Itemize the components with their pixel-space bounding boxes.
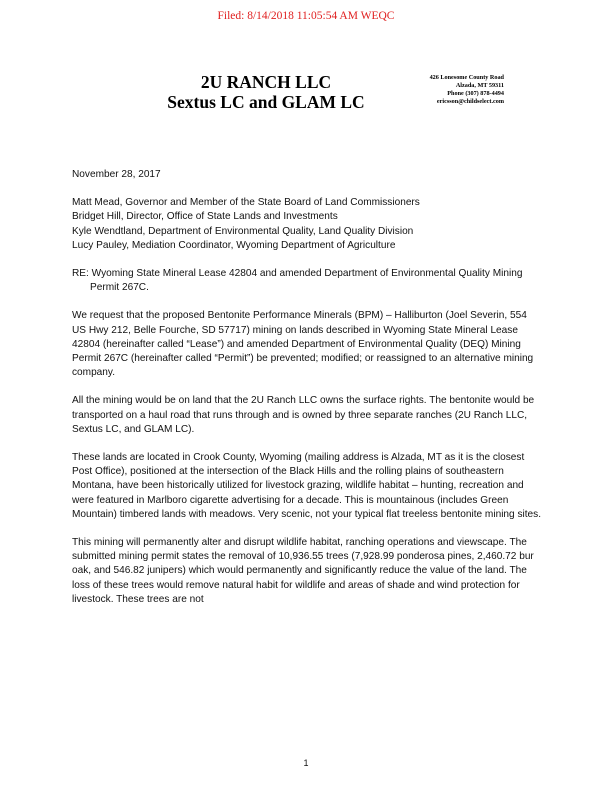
recipient-line: Lucy Pauley, Mediation Coordinator, Wyoming Department of Agriculture [72, 239, 396, 251]
subject-line: RE: Wyoming State Mineral Lease 42804 and amended Department of Environmental Quality Mining Permit 267C. [72, 268, 523, 294]
letter-date: November 28, 2017 [72, 169, 161, 180]
address-phone: Phone (307) 878-4494 [447, 90, 504, 97]
filed-stamp: Filed: 8/14/2018 11:05:54 AM WEQC [217, 10, 395, 22]
body-paragraph: We request that the proposed Bentonite Performance Minerals (BPM) – Halliburton (Joel Severin, 554 US Hwy 212, Belle Fourche, SD 57717) mining on lands described in Wyoming State Mineral Lease 42804 (hereinafter called “Lease”) and amended Department of Environmental Quality (DEQ) Mining Permit 267C (hereinafter called “Permit”) be prevented; modified; or reassigned to an alternative mining company. [72, 310, 534, 379]
recipient-list [72, 196, 542, 253]
address-street: 426 Lonesome County Road [429, 74, 504, 81]
letterhead-address [390, 74, 504, 106]
recipient-line: Kyle Wendtland, Department of Environmental Quality, Land Quality Division [72, 225, 414, 237]
letterhead-title [150, 72, 382, 112]
body-paragraph: This mining will permanently alter and disrupt wildlife habitat, ranching operations and viewscape. The submitted mining permit states the removal of 10,936.55 trees (7,928.99 ponderosa pines, 2,460.72 bur oak, and 546.82 junipers) which would permanently and significantly reduce the value of the land. The loss of these trees would remove natural habit for wildlife and areas of shade and wind protection for livestock. These trees are not [72, 537, 534, 605]
body-paragraph: These lands are located in Crook County, Wyoming (mailing address is Alzada, MT as it is the closest Post Office), positioned at the intersection of the Black Hills and the rolling plains of southeastern Montana, have been historically utilized for livestock grazing, wildlife habitat – hunting, recreation and were featured in Marlboro cigarette advertising for a decade. This is mountainous (includes Green Mountain) timbered lands with meadows. Very scenic, not your typical flat treeless bentonite mining sites. [72, 452, 542, 520]
body-paragraph: All the mining would be on land that the 2U Ranch LLC owns the surface rights. The bentonite would be transported on a haul road that runs through and is owned by three separate ranches (2U Ranch LLC, Sextus LC, and GLAM LC). [72, 395, 535, 435]
recipient-line: Bridget Hill, Director, Office of State Lands and Investments [72, 211, 338, 223]
letterhead-affiliates: Sextus LC and GLAM LC [167, 92, 365, 112]
address-city: Alzada, MT 59311 [455, 82, 504, 89]
recipient-line: Matt Mead, Governor and Member of the State Board of Land Commissioners [72, 197, 420, 209]
page-number: 1 [303, 758, 309, 768]
address-email: ericsson@childselect.com [436, 98, 504, 105]
letterhead-company: 2U RANCH LLC [200, 72, 332, 92]
letter-body [72, 168, 542, 621]
